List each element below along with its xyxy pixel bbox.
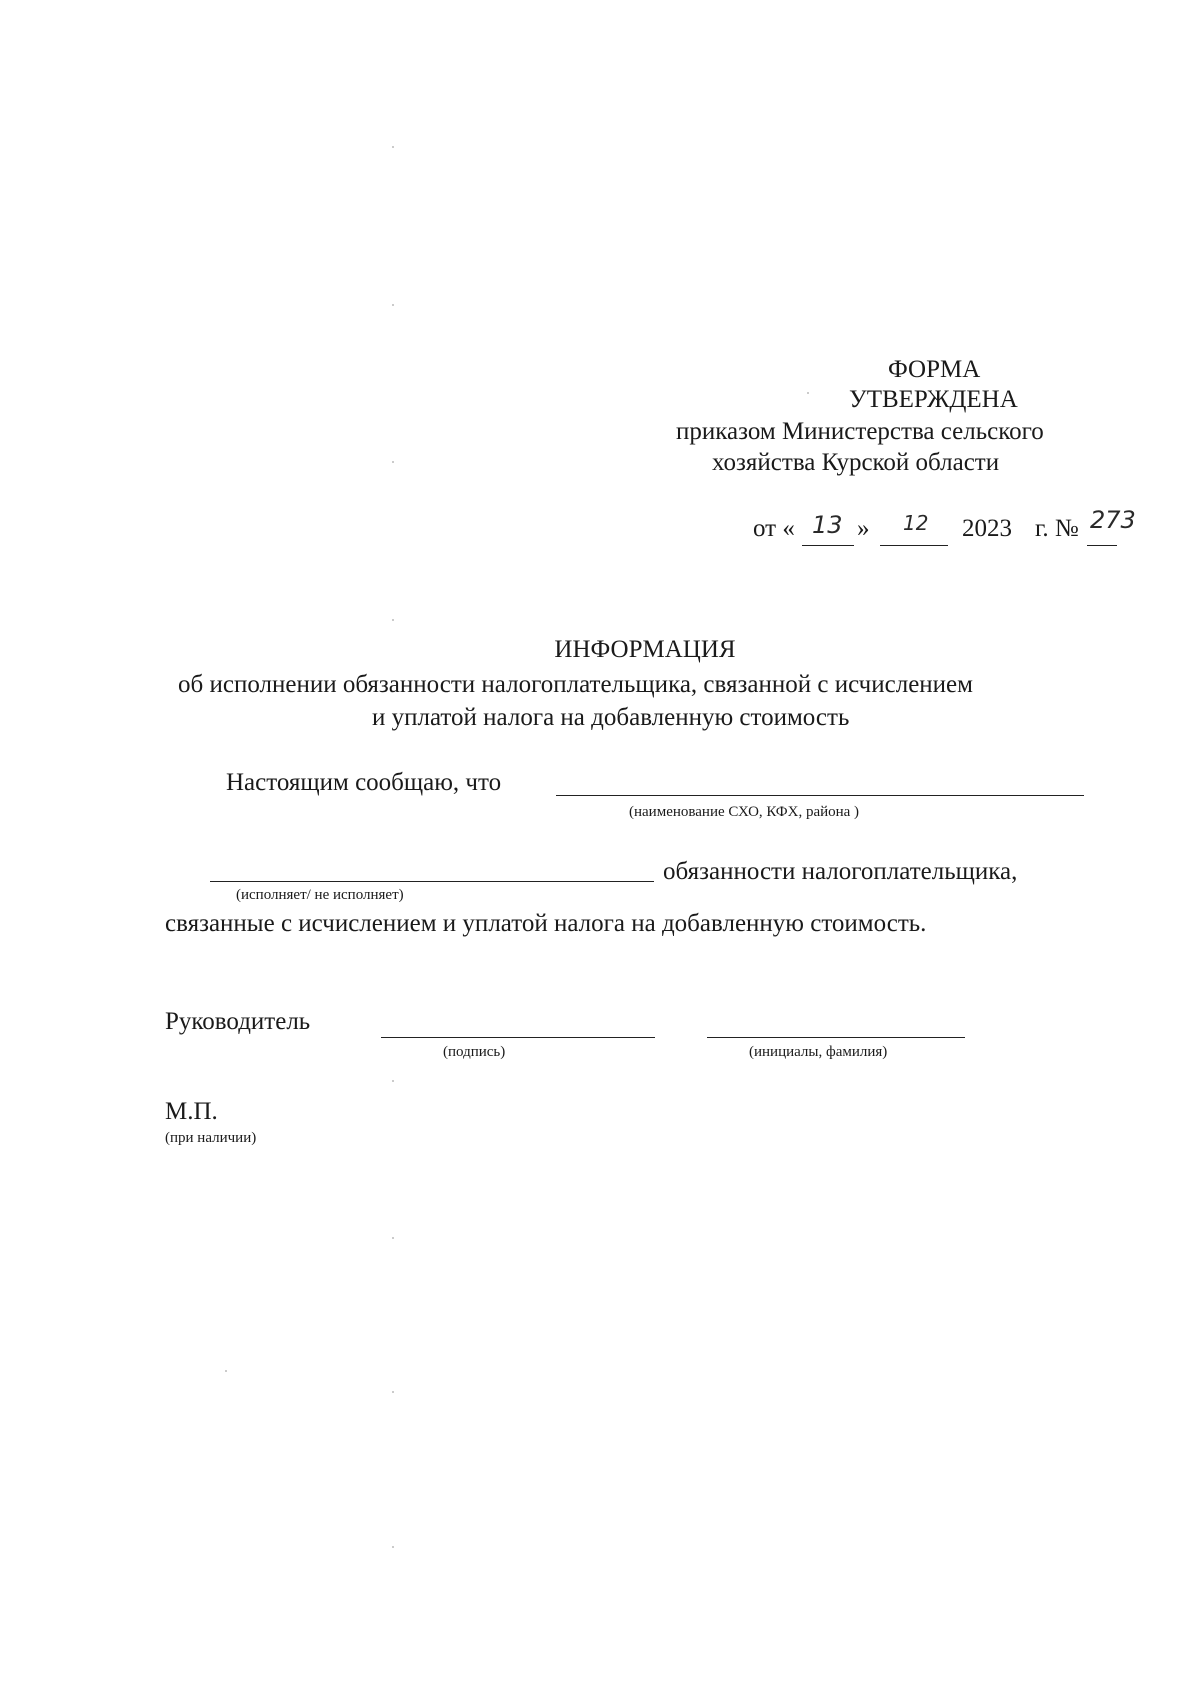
- date-prefix: от «: [753, 515, 795, 542]
- date-day-handwritten: 13: [812, 511, 843, 539]
- scan-dot: [392, 1391, 394, 1393]
- organization-name-field: [556, 795, 1084, 796]
- stamp-hint: (при наличии): [165, 1130, 257, 1146]
- fulfils-field: [210, 881, 654, 882]
- document-subtitle-line1: об исполнении обязанности налогоплательщика, связанной с исчислением: [178, 671, 973, 698]
- scan-dot: [807, 392, 809, 394]
- date-month-handwritten: 12: [903, 511, 929, 535]
- organization-name-hint: (наименование СХО, КФХ, района ): [629, 804, 860, 820]
- signature-role: Руководитель: [165, 1008, 311, 1035]
- fulfils-hint: (исполняет/ не исполняет): [236, 887, 404, 903]
- approval-order-line: приказом Министерства сельского: [676, 418, 1044, 445]
- signature-hint: (подпись): [443, 1044, 506, 1060]
- scan-dot: [392, 146, 394, 148]
- full-name-field: [707, 1037, 965, 1038]
- document-subtitle-line2: и уплатой налога на добавленную стоимость: [372, 704, 850, 731]
- approval-form-label: ФОРМА: [888, 356, 981, 383]
- body-line3: связанные с исчислением и уплатой налога на добавленную стоимость.: [165, 910, 927, 937]
- stamp-label: М.П.: [165, 1098, 218, 1125]
- date-year: 2023: [962, 515, 1012, 542]
- signature-field: [381, 1037, 655, 1038]
- day-underline: [802, 545, 854, 546]
- scan-dot: [392, 461, 394, 463]
- duties-text: обязанности налогоплательщика,: [663, 858, 1018, 885]
- document-title: ИНФОРМАЦИЯ: [554, 636, 736, 663]
- order-number-handwritten: 273: [1090, 506, 1136, 534]
- scan-dot: [392, 1237, 394, 1239]
- scan-dot: [392, 304, 394, 306]
- scan-dot: [392, 1080, 394, 1082]
- scan-dot: [392, 1546, 394, 1548]
- number-underline: [1087, 545, 1117, 546]
- approval-region-line: хозяйства Курской области: [712, 449, 1000, 476]
- full-name-hint: (инициалы, фамилия): [749, 1044, 888, 1060]
- intro-text: Настоящим сообщаю, что: [226, 769, 502, 796]
- scan-dot: [392, 619, 394, 621]
- scan-dot: [225, 1370, 227, 1372]
- approval-approved-label: УТВЕРЖДЕНА: [849, 386, 1018, 413]
- month-underline: [880, 545, 948, 546]
- order-number-prefix: г. №: [1035, 515, 1079, 542]
- date-mid: »: [857, 515, 870, 542]
